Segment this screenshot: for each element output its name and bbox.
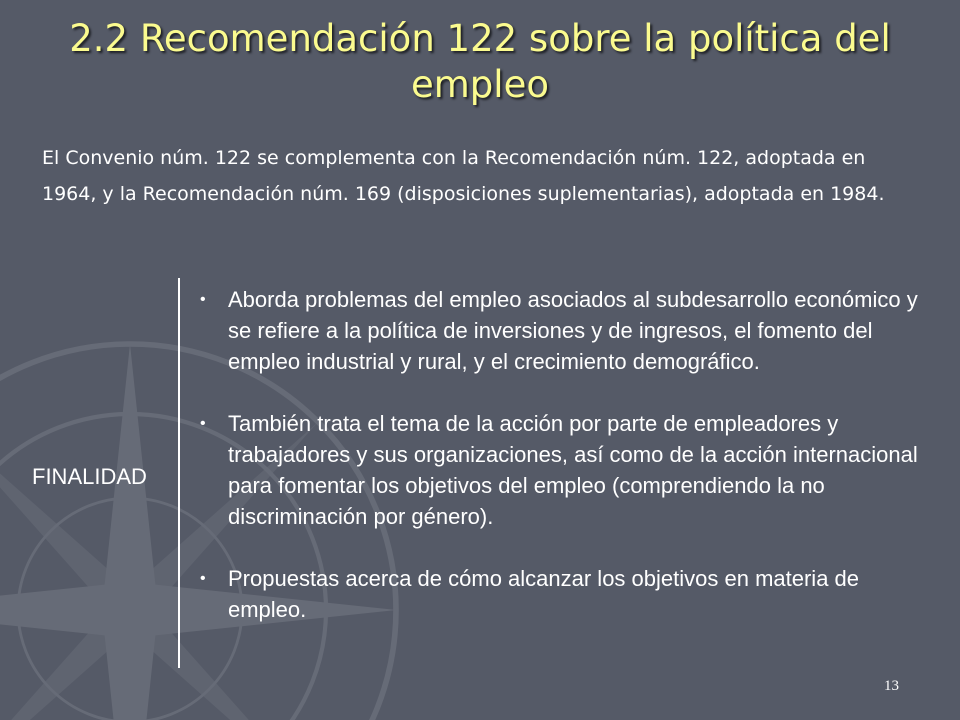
finalidad-label: FINALIDAD (32, 464, 147, 489)
bullet-item (200, 284, 930, 377)
bullet-text: También trata el tema de la acción por parte de empleadores y trabajadores y sus organizaciones, así como de la acción internacional para fomentar los objetivos del empleo (comprendiendo la no discriminación por género). (228, 411, 918, 529)
slide-title: 2.2 Recomendación 122 sobre la política del empleo (69, 17, 891, 106)
bullet-dot-icon: • (200, 570, 206, 587)
page-number: 13 (884, 678, 899, 694)
bullet-list (200, 284, 930, 656)
bullet-dot-icon: • (200, 291, 206, 308)
bullet-item (200, 563, 930, 625)
bullet-dot-icon: • (200, 415, 206, 432)
bullet-text: Aborda problemas del empleo asociados al subdesarrollo económico y se refiere a la política de inversiones y de ingresos, el fomento del empleo industrial y rural, y el crecimiento demográfico. (228, 287, 918, 374)
vertical-divider (178, 278, 180, 668)
bullet-text: Propuestas acerca de cómo alcanzar los objetivos en materia de empleo. (228, 566, 860, 622)
bullet-item (200, 408, 930, 532)
intro-paragraph: El Convenio núm. 122 se complementa con la Recomendación núm. 122, adoptada en 1964, y la Recomendación núm. 169 (disposiciones suplementarias), adoptada en 1984. (42, 147, 885, 205)
